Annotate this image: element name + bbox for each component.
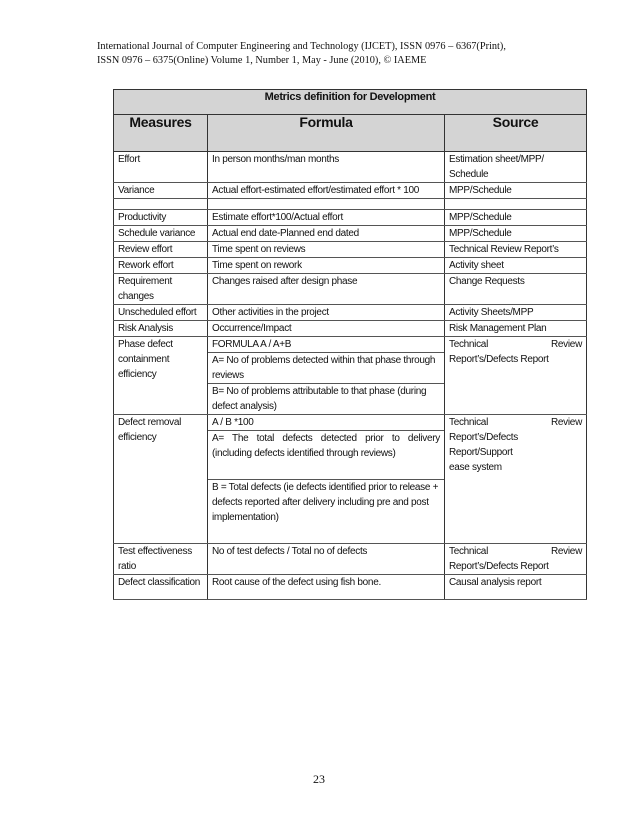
source-line-1 [449, 415, 582, 430]
table-title: Metrics definition for Development [114, 90, 587, 115]
measure-cell: Effort [114, 152, 208, 183]
table-row [114, 274, 587, 305]
source-cell: Change Requests [445, 274, 587, 305]
source-cell: Estimation sheet/MPP/ Schedule [445, 152, 587, 183]
formula-gap [212, 525, 440, 543]
source-cell [445, 415, 587, 544]
table-row [114, 305, 587, 321]
column-header-measures: Measures [114, 115, 208, 152]
journal-header [97, 40, 557, 67]
formula-cell: Time spent on reviews [208, 242, 445, 258]
measure-cell: Schedule variance [114, 226, 208, 242]
table-row-test-effectiveness [114, 544, 587, 575]
spacer-cell [208, 199, 445, 210]
formula-line: FORMULA A / A+B [212, 339, 292, 350]
source-cell: MPP/Schedule [445, 183, 587, 199]
table-header-row [114, 115, 587, 152]
source-word-left: Technical [449, 417, 488, 428]
table-row [114, 226, 587, 242]
table-row [114, 183, 587, 199]
source-cell: MPP/Schedule [445, 226, 587, 242]
measure-cell: Rework effort [114, 258, 208, 274]
formula-cell: No of test defects / Total no of defects [208, 544, 445, 575]
column-header-formula: Formula [208, 115, 445, 152]
header-line-2: ISSN 0976 – 6375(Online) Volume 1, Number 1, May - June (2010), © IAEME [97, 54, 427, 66]
measure-cell: Risk Analysis [114, 321, 208, 337]
measure-cell: Phase defect containment efficiency [114, 337, 208, 415]
table-row [114, 258, 587, 274]
header-line-1: International Journal of Computer Engineering and Technology (IJCET), ISSN 0976 – 6367(Print), [97, 41, 506, 52]
formula-cell: Actual effort-estimated effort/estimated effort * 100 [208, 183, 445, 199]
table-row [114, 321, 587, 337]
table-row [114, 152, 587, 183]
spacer-cell [445, 199, 587, 210]
formula-line: A / B *100 [212, 417, 254, 428]
formula-cell: Time spent on rework [208, 258, 445, 274]
measure-cell: Requirement changes [114, 274, 208, 305]
source-cell [445, 337, 587, 415]
source-line-2: Report’s/Defects Report [449, 561, 549, 572]
measure-cell: Test effectiveness ratio [114, 544, 208, 575]
metrics-table [113, 89, 587, 600]
source-line-3: ease system [449, 462, 502, 473]
source-word-left: Technical [449, 339, 488, 350]
source-line-2: Report’s/Defects Report [449, 354, 549, 365]
source-word-right: Review [551, 546, 582, 557]
measure-cell: Defect removal efficiency [114, 415, 208, 544]
formula-cell: Actual end date-Planned end dated [208, 226, 445, 242]
source-cell: Activity sheet [445, 258, 587, 274]
table-row [114, 242, 587, 258]
formula-definition-b: B= No of problems attributable to that phase (during defect analysis) [208, 383, 444, 414]
source-line-1 [449, 544, 582, 559]
formula-cell: In person months/man months [208, 152, 445, 183]
measure-cell: Productivity [114, 210, 208, 226]
table-row-defect-classification [114, 575, 587, 600]
measure-cell: Defect classification [114, 575, 208, 600]
source-cell: MPP/Schedule [445, 210, 587, 226]
source-line-2: Report’s/Defects Report/Support [449, 432, 518, 458]
formula-definition-a: A= The total defects detected prior to delivery (including defects identified through reviews) [208, 430, 444, 461]
source-word-right: Review [551, 417, 582, 428]
formula-definition-a: A= No of problems detected within that phase through reviews [208, 352, 444, 383]
source-cell: Technical Review Report’s [445, 242, 587, 258]
formula-cell [208, 415, 445, 544]
formula-cell: Estimate effort*100/Actual effort [208, 210, 445, 226]
table-spacer-row [114, 199, 587, 210]
table-row-defect-removal [114, 415, 587, 544]
source-word-right: Review [551, 339, 582, 350]
formula-definition-b: B = Total defects (ie defects identified prior to release + defects reported after delivery including pre and post implementation) [208, 479, 444, 525]
table-row [114, 210, 587, 226]
source-word-left: Technical [449, 546, 488, 557]
measure-cell: Review effort [114, 242, 208, 258]
source-cell: Causal analysis report [445, 575, 587, 600]
formula-gap [212, 461, 440, 479]
page-number: 23 [313, 772, 325, 786]
table-title-row [114, 90, 587, 115]
source-cell [445, 544, 587, 575]
measure-cell: Unscheduled effort [114, 305, 208, 321]
source-cell: Risk Management Plan [445, 321, 587, 337]
table-row-phase-defect [114, 337, 587, 415]
formula-cell: Changes raised after design phase [208, 274, 445, 305]
formula-cell: Root cause of the defect using fish bone. [208, 575, 445, 600]
formula-cell: Occurrence/Impact [208, 321, 445, 337]
source-line-1 [449, 337, 582, 352]
column-header-source: Source [445, 115, 587, 152]
formula-cell: Other activities in the project [208, 305, 445, 321]
source-cell: Activity Sheets/MPP [445, 305, 587, 321]
formula-cell [208, 337, 445, 415]
spacer-cell [114, 199, 208, 210]
measure-cell: Variance [114, 183, 208, 199]
